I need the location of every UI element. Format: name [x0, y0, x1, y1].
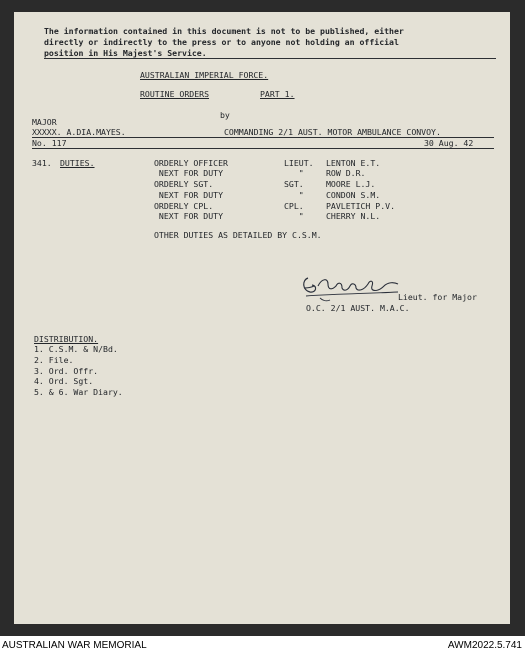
notice-line-3: position in His Majest's Service. [44, 48, 207, 58]
duty-name: ROW D.R. [326, 168, 366, 178]
distribution-title: DISTRIBUTION. [34, 334, 99, 344]
by-label: by [220, 110, 230, 120]
duty-role: ORDERLY OFFICER [154, 158, 228, 168]
other-duties-note: OTHER DUTIES AS DETAILED BY C.S.M. [154, 230, 322, 240]
item-number: 341. [32, 158, 52, 168]
duty-role: ORDERLY CPL. [154, 201, 214, 211]
duty-role: NEXT FOR DUTY [154, 190, 224, 200]
duty-name: CONDON S.M. [326, 190, 381, 200]
notice-line-2: directly or indirectly to the press or to anyone not holding an official [44, 37, 399, 47]
duty-rank: " [284, 211, 304, 221]
duty-name: CHERRY N.L. [326, 211, 381, 221]
duty-role: ORDERLY SGT. [154, 179, 214, 189]
part-heading: PART 1. [260, 89, 295, 99]
duty-name: LENTON E.T. [326, 158, 381, 168]
duty-role: NEXT FOR DUTY [154, 211, 224, 221]
duty-rank: SGT. [284, 179, 304, 189]
duty-rank: " [284, 190, 304, 200]
distribution-item: 2. File. [34, 355, 74, 365]
archive-reference: AWM2022.5.741 [447, 640, 522, 651]
distribution-item: 1. C.S.M. & N/Bd. [34, 344, 118, 354]
commander-name: XXXXX. A.DIA.MAYES. [32, 127, 126, 137]
duty-name: MOORE L.J. [326, 179, 376, 189]
duty-rank: CPL. [284, 201, 304, 211]
order-number: No. 117 [32, 138, 67, 148]
order-date: 30 Aug. 42 [424, 138, 474, 148]
command-title: COMMANDING 2/1 AUST. MOTOR AMBULANCE CONVOY. [224, 127, 441, 137]
distribution-item: 3. Ord. Offr. [34, 366, 99, 376]
archive-source: AUSTRALIAN WAR MEMORIAL [2, 640, 147, 651]
distribution-item: 4. Ord. Sgt. [34, 376, 94, 386]
distribution-item: 5. & 6. War Diary. [34, 387, 123, 397]
duty-rank: " [284, 168, 304, 178]
duty-name: PAVLETICH P.V. [326, 201, 396, 211]
notice-rule [44, 58, 496, 59]
document-page [14, 12, 510, 624]
signatory-unit: O.C. 2/1 AUST. M.A.C. [306, 303, 410, 313]
force-heading: AUSTRALIAN IMPERIAL FORCE. [140, 70, 269, 80]
signatory-title: Lieut. for Major [398, 292, 477, 302]
archive-footer [0, 638, 525, 653]
duty-rank: LIEUT. [284, 158, 314, 168]
handwritten-signature [298, 270, 408, 306]
orders-heading: ROUTINE ORDERS [140, 89, 210, 99]
notice-line-1: The information contained in this document is not to be published, either [44, 26, 404, 36]
header-rule-2 [32, 148, 494, 149]
item-title: DUTIES. [60, 158, 95, 168]
rank-label: MAJOR [32, 117, 57, 127]
duty-role: NEXT FOR DUTY [154, 168, 224, 178]
